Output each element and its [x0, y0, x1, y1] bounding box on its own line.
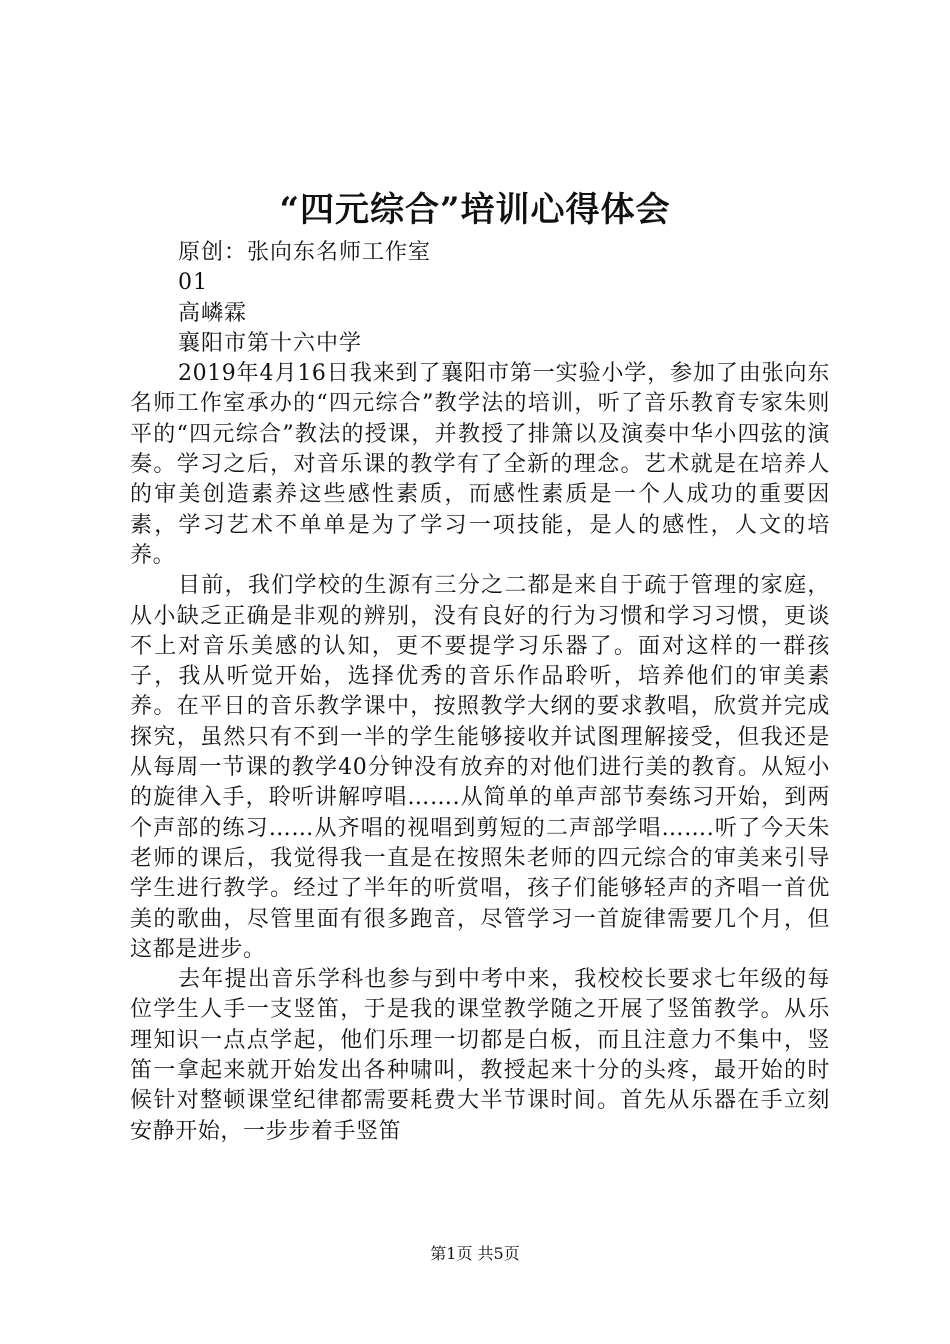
issue-number: 01: [178, 270, 208, 296]
author-name: 高嶙霖: [178, 300, 248, 326]
school-name: 襄阳市第十六中学: [178, 330, 363, 356]
document-body: [130, 238, 830, 1147]
page-number-footer: 第1页 共5页: [430, 1244, 520, 1263]
paragraph-2: 目前，我们学校的生源有三分之二都是来自于疏于管理的家庭，从小缺乏正确是非观的辨别，没有良好的行为习惯和学习习惯，更谈不上对音乐美感的认知，更不要提学习乐器了。面对这样的一群孩子，我从听觉开始，选择优秀的音乐作品聆听，培养他们的审美素养。在平日的音乐教学课中，按照教学大纲的要求教唱，欣赏并完成探究，虽然只有不到一半的学生能够接收并试图理解接受，但我还是从每周一节课的教学40分钟没有放弃的对他们进行美的教育。从短小的旋律入手，聆听讲解哼唱…….从简单的单声部节奏练习开始，到两个声部的练习……从齐唱的视唱到剪短的二声部学唱…….听了今天朱老师的课后，我觉得我一直是在按照朱老师的四元综合的审美来引导学生进行教学。经过了半年的听赏唱，孩子们能够轻声的齐唱一首优美的歌曲，尽管里面有很多跑音，尽管学习一首旋律需要几个月，但这都是进步。: [130, 573, 830, 962]
document-title: “四元综合”培训心得体会: [279, 190, 671, 230]
source-line: 原创：张向东名师工作室: [178, 240, 432, 265]
paragraph-3: 去年提出音乐学科也参与到中考中来，我校校长要求七年级的每位学生人手一支竖笛，于是我的课堂教学随之开展了竖笛教学。从乐理知识一点点学起，他们乐理一切都是白板，而且注意力不集中，竖笛一拿起来就开始发出各种啸叫，教授起来十分的头疼，最开始的时候针对整顿课堂纪律都需要耗费大半节课时间。首先从乐器在手立刻安静开始，一步步着手竖笛: [130, 967, 830, 1144]
paragraph-1: 2019年4月16日我来到了襄阳市第一实验小学，参加了由张向东名师工作室承办的“四元综合”教学法的培训，听了音乐教育专家朱则平的“四元综合”教法的授课，并教授了排箫以及演奏中华小四弦的演奏。学习之后，对音乐课的教学有了全新的理念。艺术就是在培养人的审美创造素养这些感性素质，而感性素质是一个人成功的重要因素，学习艺术不单单是为了学习一项技能，是人的感性，人文的培养。: [130, 361, 830, 568]
